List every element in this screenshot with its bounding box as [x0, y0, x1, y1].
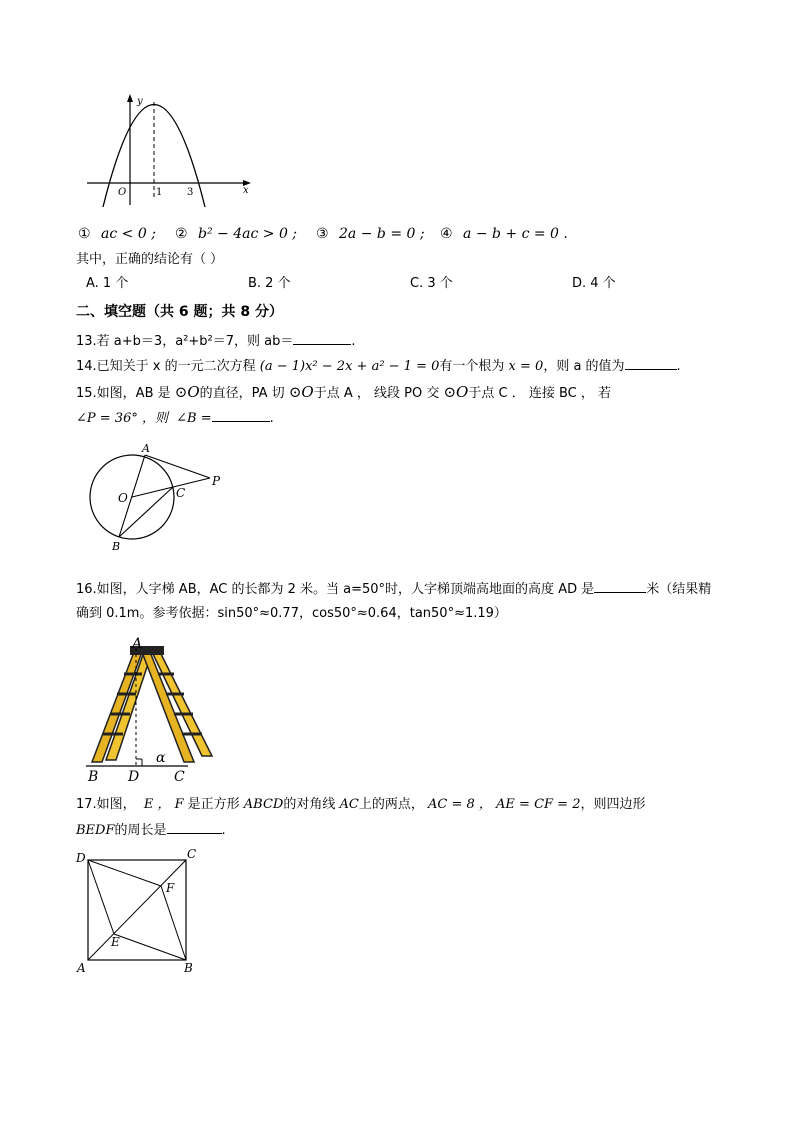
q14-end: .: [676, 359, 681, 374]
q17-line1-e: ，则四边形: [580, 797, 646, 812]
q16-line-1: [76, 580, 711, 599]
q12-prompt: 其中，正确的结论有（ ）: [76, 252, 224, 267]
statement-4-expr: a − b + c = 0 .: [463, 226, 568, 242]
label-alpha: α: [156, 750, 166, 766]
q17-line1-d: 上的两点，: [358, 797, 424, 812]
q12-option-a: A. 1 个: [86, 276, 129, 291]
statement-2-num: ②: [175, 226, 188, 242]
q15-answer-blank[interactable]: [212, 409, 270, 422]
q14-tail: ，则 a 的值为: [543, 359, 625, 374]
label-b: B: [88, 769, 99, 785]
q12-option-c: C. 3 个: [410, 276, 453, 291]
q17-line-2: [76, 821, 226, 840]
q14-lead: 14.已知关于 x 的一元二次方程: [76, 359, 256, 374]
q12-option-b: B. 2 个: [248, 276, 291, 291]
y-axis-label: y: [137, 96, 143, 107]
statement-2-expr: b² − 4ac > 0 ;: [198, 226, 298, 242]
q17-quad: BEDF: [76, 823, 115, 838]
statement-4: [440, 225, 568, 243]
section-2-title: 二、填空题（共 6 题；共 8 分）: [76, 304, 283, 320]
statement-1-expr: ac < 0 ;: [101, 226, 156, 242]
statement-1: [78, 225, 156, 243]
q13: [76, 332, 356, 351]
statement-3-expr: 2a − b = 0 ;: [339, 226, 425, 242]
label-e: E: [111, 935, 120, 949]
q16-line1-b: 米（结果精: [646, 582, 712, 597]
label-d: D: [128, 769, 140, 785]
q15-line1-d: 于点 C ． 连接 BC ， 若: [468, 386, 611, 401]
tangent-pa: [145, 455, 210, 478]
q12-option-d: D. 4 个: [572, 276, 616, 291]
label-b: B: [112, 540, 121, 553]
q14-equation: (a − 1)x² − 2x + a² − 1 = 0: [259, 359, 440, 374]
statement-1-num: ①: [78, 226, 91, 242]
q17-square-figure: [74, 848, 204, 978]
q15-line1-c: 于点 A ， 线段 PO 交: [313, 386, 440, 401]
label-o: O: [118, 491, 128, 505]
q13-answer-blank[interactable]: [293, 332, 351, 345]
q14-answer-blank[interactable]: [625, 357, 677, 370]
q14-root: x = 0: [508, 359, 544, 374]
segment-be: [114, 934, 186, 960]
q14: [76, 357, 681, 376]
q15-angle-b: ∠B =: [176, 411, 212, 426]
q15-line-1: [76, 383, 611, 403]
label-c: C: [174, 769, 185, 785]
tick-3-label: 3: [187, 187, 194, 198]
origin-label: O: [118, 187, 127, 198]
tick-1-label: 1: [156, 187, 163, 198]
q15-circle-o-1: ⊙O: [174, 383, 200, 401]
q14-mid: 有一个根为: [439, 359, 505, 374]
label-a: A: [142, 442, 150, 455]
x-axis-label: x: [243, 185, 249, 196]
q17-line-1: [76, 796, 645, 814]
q17-end: .: [221, 823, 226, 838]
label-f: F: [166, 881, 175, 895]
statement-2: [175, 225, 297, 243]
q13-text: 13.若 a+b＝3，a²+b²＝7，则 ab＝: [76, 334, 294, 349]
q15-circle-o-2: ⊙O: [288, 383, 314, 401]
q17-points-ef: E ， F: [143, 797, 184, 812]
q15-end: .: [269, 411, 274, 426]
label-d: D: [76, 851, 86, 865]
q15-line-2: [76, 409, 274, 428]
q17-line1-b: 是正方形: [187, 797, 240, 812]
q15-circle-figure: [84, 440, 234, 555]
diagonal-ac: [88, 860, 186, 960]
q17-square: ABCD: [243, 797, 284, 812]
segment-ed: [88, 860, 114, 934]
statement-4-num: ④: [440, 226, 453, 242]
statement-3-num: ③: [316, 226, 329, 242]
q16-ladder-figure: [84, 634, 224, 786]
q15-line1-b: 的直径，PA 切: [199, 386, 285, 401]
q15-angle-p: ∠P = 36° ，则: [76, 411, 168, 426]
q16-line1-a: 16.如图，人字梯 AB，AC 的长都为 2 米。当 a=50°时，人字梯顶端高地面的高度 AD 是: [76, 582, 595, 597]
q15-circle-o-3: ⊙O: [443, 383, 469, 401]
label-c: C: [187, 848, 197, 861]
q17-cond-1: AC = 8 ，: [427, 797, 492, 812]
q16-answer-blank[interactable]: [594, 580, 646, 593]
label-a: A: [132, 636, 143, 652]
q16-line-2: 确到 0.1m。参考依据：sin50°≈0.77，cos50°≈0.64，tan50°≈1.19）: [76, 606, 507, 621]
y-axis-arrow: [127, 94, 133, 102]
label-a: A: [77, 961, 86, 975]
q13-end: .: [351, 334, 356, 349]
label-b: B: [184, 961, 193, 975]
label-p: P: [212, 474, 221, 488]
q15-line1-a: 15.如图，AB 是: [76, 386, 171, 401]
parabola-graph: [85, 92, 255, 207]
statement-3: [316, 225, 425, 243]
q17-answer-blank[interactable]: [167, 821, 222, 834]
q17-diagonal: AC: [339, 797, 359, 812]
segment-fb: [161, 886, 186, 960]
q17-line1-a: 17.如图，: [76, 797, 136, 812]
q17-line1-c: 的对角线: [283, 797, 336, 812]
segment-df: [88, 860, 161, 886]
q17-cond-2: AE = CF = 2: [496, 797, 581, 812]
q17-line2-b: 的周长是: [114, 823, 167, 838]
label-c: C: [176, 486, 186, 500]
